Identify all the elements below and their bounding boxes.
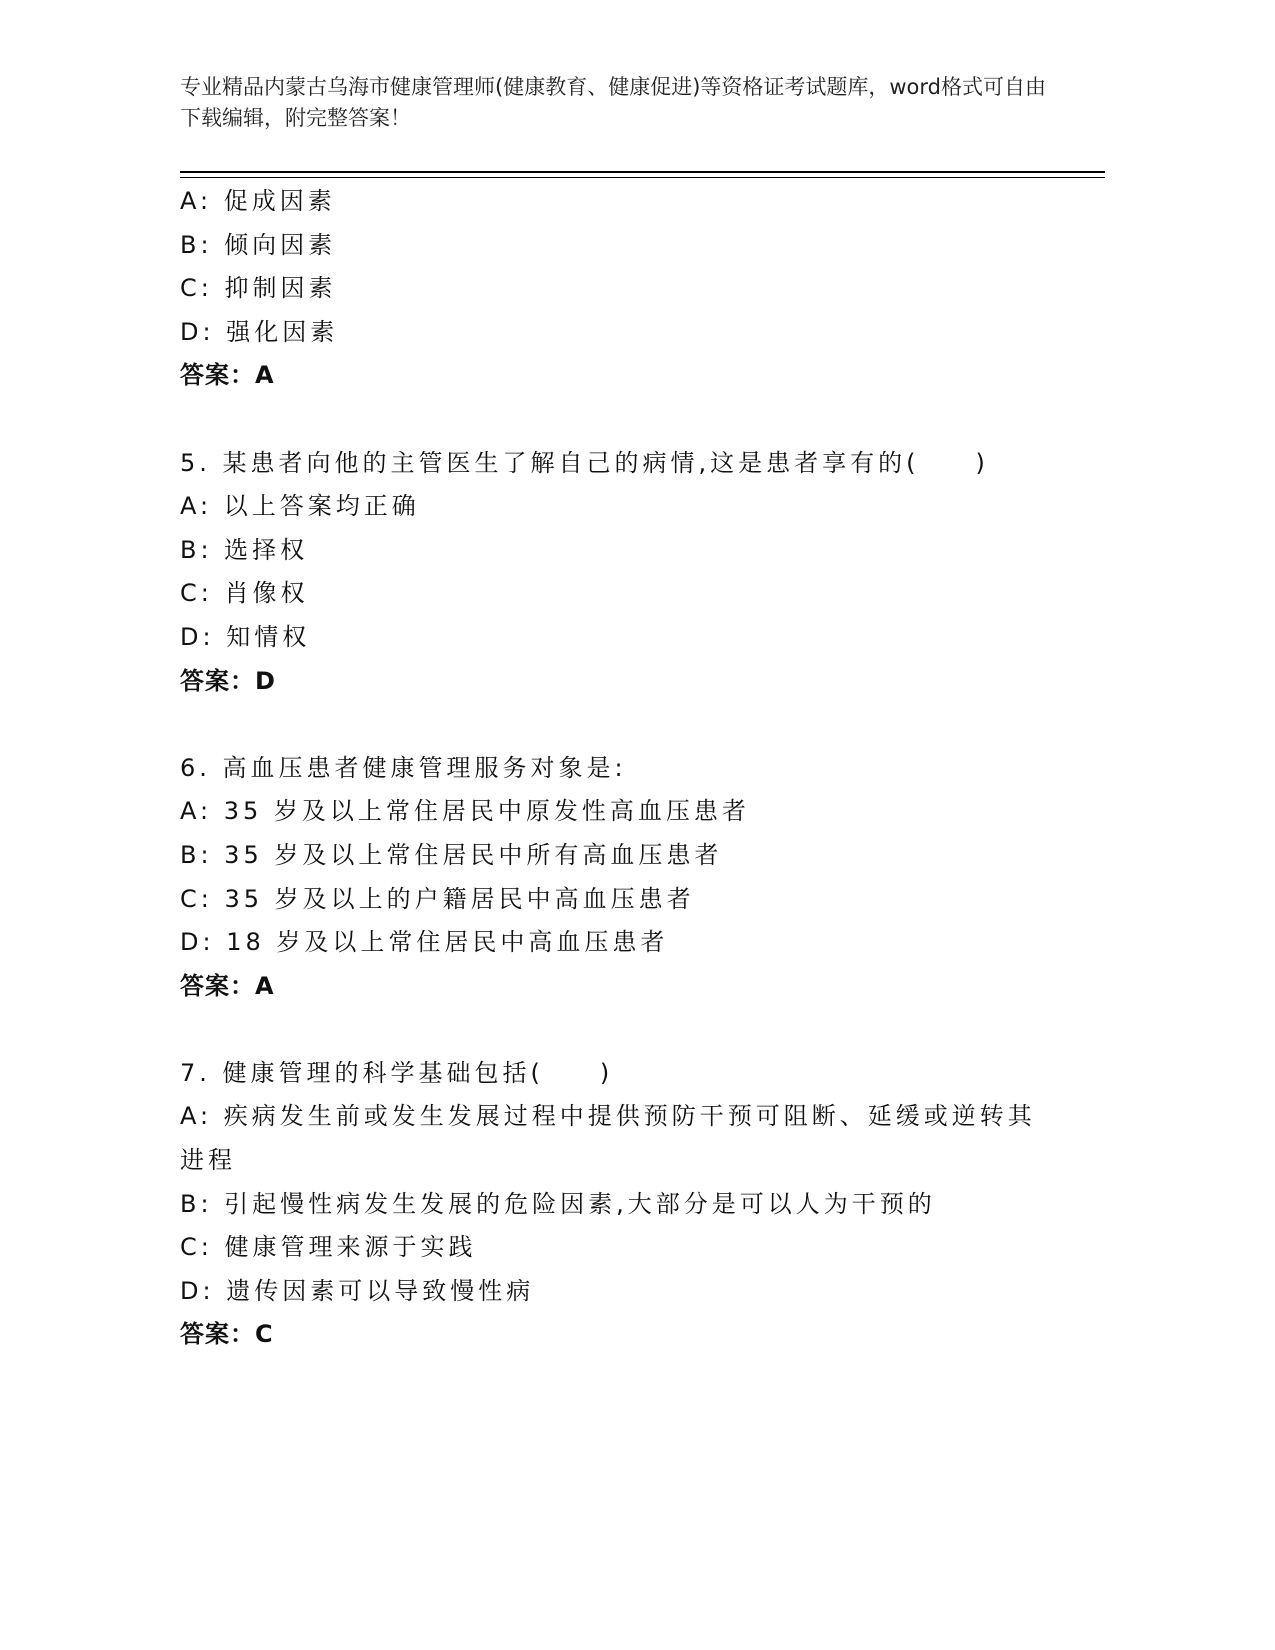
question-text: 6. 高血压患者健康管理服务对象是: — [180, 753, 627, 782]
option-b: B: 选择权 — [180, 535, 309, 564]
option-d: D: 遗传因素可以导致慢性病 — [180, 1276, 535, 1305]
header-divider-thick — [180, 171, 1105, 173]
question-7-block — [180, 1052, 1060, 1357]
option-b: B: 引起慢性病发生发展的危险因素,大部分是可以人为干预的 — [180, 1189, 936, 1218]
answer: 答案：C — [180, 1320, 274, 1349]
answer: 答案：A — [180, 361, 275, 390]
question-5-block — [180, 442, 1060, 704]
option-a: A: 促成因素 — [180, 187, 336, 215]
document-header: 专业精品内蒙古乌海市健康管理师(健康教育、健康促进)等资格证考试题库，word格式可自由下载编辑，附完整答案！ — [180, 75, 1047, 130]
answer: 答案：D — [180, 666, 276, 695]
option-b: B: 35 岁及以上常住居民中所有高血压患者 — [180, 840, 723, 869]
option-a: A: 疾病发生前或发生发展过程中提供预防干预可阻断、延缓或逆转其进程 — [180, 1102, 1036, 1175]
option-d: D: 强化因素 — [180, 317, 339, 346]
option-c: C: 35 岁及以上的户籍居民中高血压患者 — [180, 884, 695, 913]
option-b: B: 倾向因素 — [180, 230, 337, 259]
question-text: 5. 某患者向他的主管医生了解自己的病情,这是患者享有的( ) — [180, 448, 989, 477]
header-divider-thin — [180, 177, 1105, 178]
question-4-block — [180, 180, 1060, 398]
option-c: C: 抑制因素 — [180, 274, 337, 303]
option-d: D: 知情权 — [180, 622, 311, 651]
option-a: A: 以上答案均正确 — [180, 492, 420, 521]
document-body — [180, 180, 1060, 1357]
question-text: 7. 健康管理的科学基础包括( ) — [180, 1058, 614, 1087]
answer: 答案：A — [180, 971, 275, 1000]
option-d: D: 18 岁及以上常住居民中高血压患者 — [180, 928, 669, 957]
option-a: A: 35 岁及以上常住居民中原发性高血压患者 — [180, 797, 750, 826]
option-c: C: 健康管理来源于实践 — [180, 1233, 477, 1262]
question-6-block — [180, 747, 1060, 1009]
option-c: C: 肖像权 — [180, 579, 309, 608]
